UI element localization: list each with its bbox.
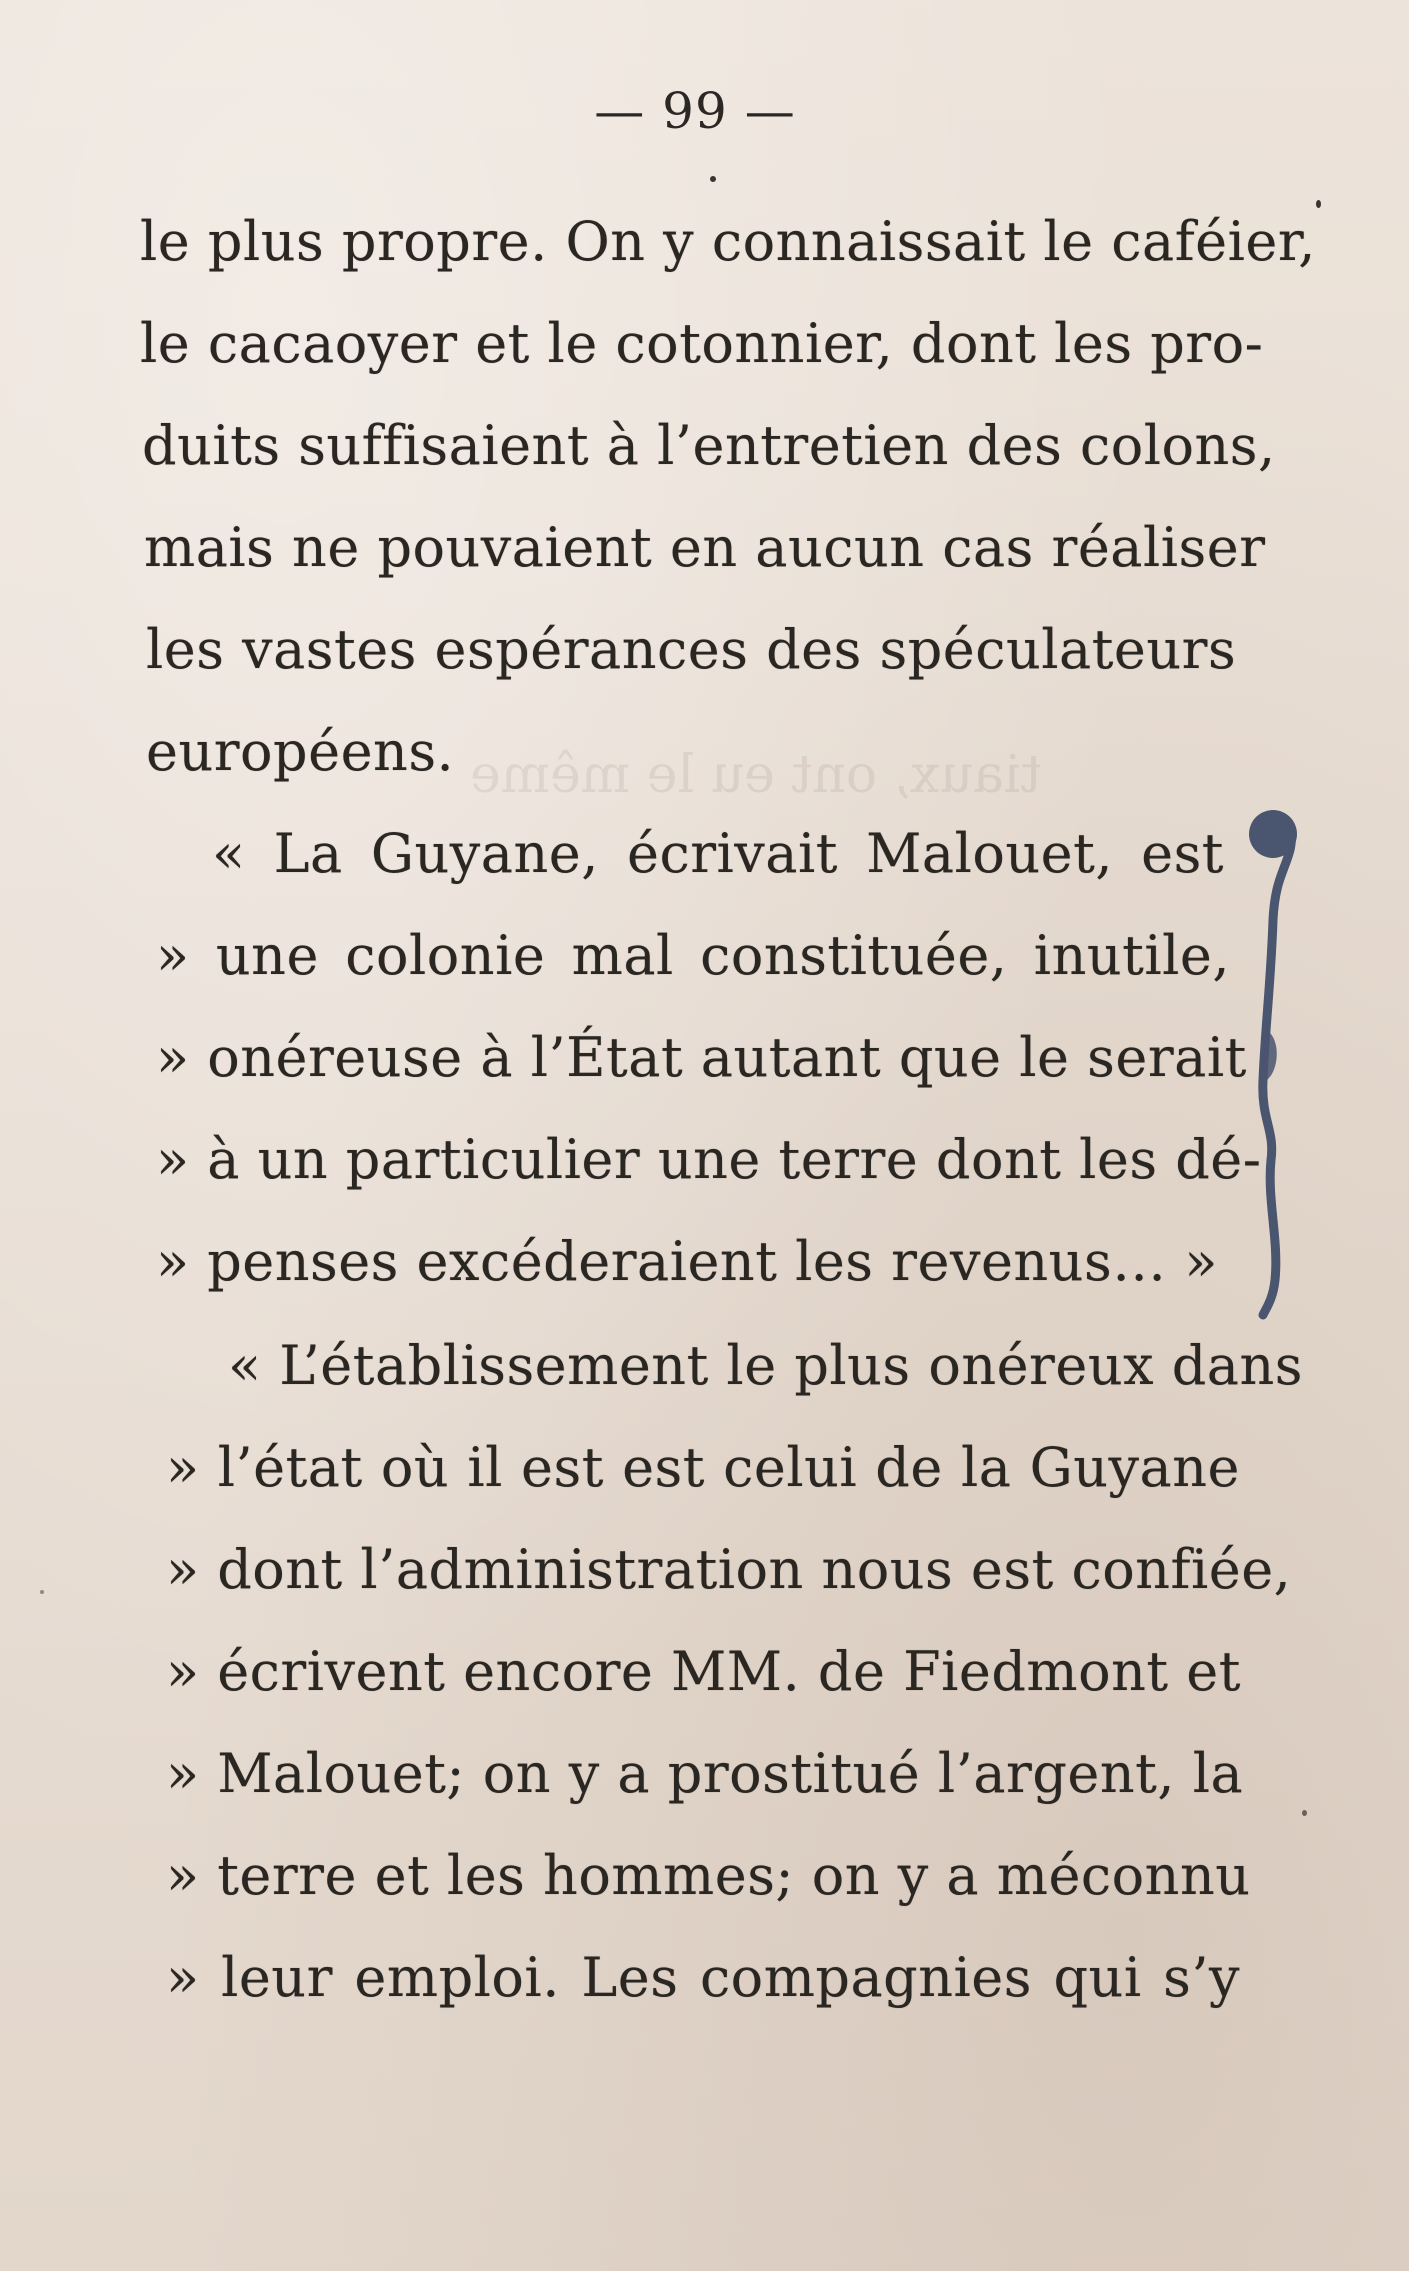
text-line: européens. [146, 720, 455, 783]
text-line: le plus propre. On y connaissait le caféier, [140, 210, 1316, 273]
text-line: le cacaoyer et le cotonnier, dont les pro- [140, 312, 1264, 375]
paper-speck [1302, 1810, 1307, 1816]
text-line: » dont l’administration nous est confiée, [166, 1538, 1292, 1601]
text-line: » l’état où il est est celui de la Guyane [166, 1436, 1240, 1499]
show-through-text: tiaux, ont eu le même [470, 745, 1042, 805]
paper-speck [710, 176, 716, 182]
text-line: » onéreuse à l’État autant que le serait [156, 1026, 1247, 1089]
page-number: — 99 — [594, 82, 796, 140]
text-line: » terre et les hommes; on y a méconnu [166, 1844, 1251, 1907]
text-line: mais ne pouvaient en aucun cas réaliser [144, 516, 1266, 579]
text-line: » écrivent encore MM. de Fiedmont et [166, 1640, 1241, 1703]
text-line: » à un particulier une terre dont les dé- [156, 1128, 1262, 1191]
text-line: les vastes espérances des spéculateurs [146, 618, 1237, 681]
paper-speck [40, 1590, 44, 1594]
paper-speck [1316, 200, 1321, 208]
text-line: » Malouet; on y a prostitué l’argent, la [166, 1742, 1244, 1805]
text-line: « La Guyane, écrivait Malouet, est [212, 822, 1224, 885]
text-line: » penses excéderaient les revenus… » [156, 1230, 1218, 1293]
text-line: duits suffisaient à l’entretien des colons, [142, 414, 1276, 477]
text-line: » une colonie mal constituée, inutile, [156, 924, 1230, 987]
ink-bracket-annotation [1235, 800, 1305, 1320]
text-line: « L’établissement le plus onéreux dans [228, 1334, 1303, 1397]
text-line: » leur emploi. Les compagnies qui s’y [166, 1946, 1240, 2009]
